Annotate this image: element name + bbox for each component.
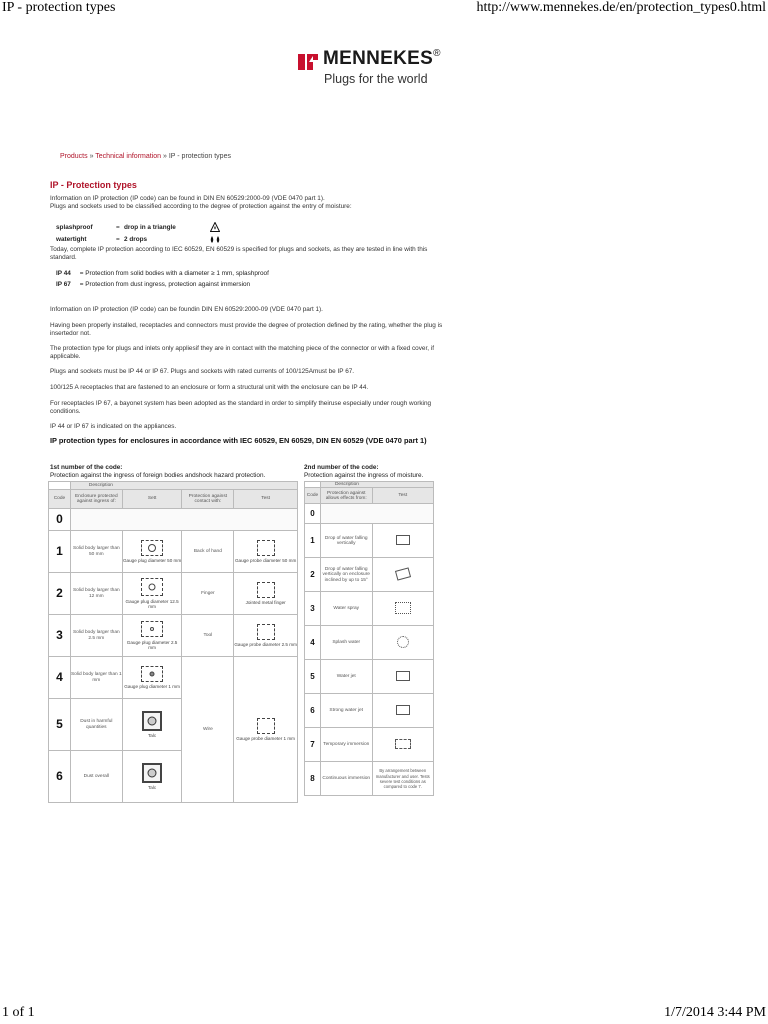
sett-gauge-2-5-icon: Gauge plug diameter 2.5 mm: [122, 615, 182, 657]
row-code: 4: [305, 626, 321, 660]
breadcrumb-separator: »: [87, 153, 96, 160]
row-code: 5: [49, 699, 71, 751]
table1-header-contact: Protection against contact with:: [182, 490, 234, 509]
ip44-line: IP 44 = Protection from solid bodies with a diameter ≥ 1 mm, splashproof: [56, 270, 269, 277]
page-count-footer: 1 of 1: [2, 1005, 35, 1020]
row-code: 1: [305, 524, 321, 558]
breadcrumb-technical-link[interactable]: Technical information: [95, 153, 162, 160]
paragraph-4: Plugs and sockets must be IP 44 or IP 67. Plugs and sockets with rated currents of 100/125Amust be IP 67.: [50, 368, 355, 375]
row-enclosure: Solid body larger than 12 mm: [70, 573, 122, 615]
row-test-note: By arrangement between manufacturer and user. Tests severe test conditions as compared to code 7.: [372, 762, 433, 796]
row-code: 2: [49, 573, 71, 615]
test-splash-icon: [372, 626, 433, 660]
sett-gauge-12-icon: Gauge plug diameter 12.5 mm: [122, 573, 182, 615]
table-row: [305, 694, 434, 728]
page-title-header: IP - protection types: [2, 0, 116, 15]
row-effect: Splash water: [320, 626, 372, 660]
sett-gauge-50-icon: Gauge plug diameter 50 mm: [122, 531, 182, 573]
row-code: 1: [49, 531, 71, 573]
table1-caption: 1st number of the code: Protection against the ingress of foreign bodies andshock hazard protection.: [50, 464, 266, 479]
table-row: [49, 531, 298, 573]
logo-name: MENNEKES®: [323, 48, 441, 69]
sett-talc-icon: Talc: [122, 751, 182, 803]
table-row: [305, 728, 434, 762]
table2-group-header: Description: [320, 482, 433, 488]
page-heading: IP - Protection types: [50, 180, 137, 190]
row-effect: Continuous immersion: [320, 762, 372, 796]
two-drops-icon: [209, 235, 221, 244]
breadcrumb-separator: »: [161, 153, 169, 160]
table2-header-effect: Protection against allows effects from:: [320, 488, 372, 504]
row-code: 3: [49, 615, 71, 657]
row-enclosure: Dust in harmful quantities: [70, 699, 122, 751]
row-effect: Water spray: [320, 592, 372, 626]
table-row: [305, 592, 434, 626]
table-row: [305, 626, 434, 660]
table-row: [305, 660, 434, 694]
paragraph-3: The protection type for plugs and inlets only appliesif they are in contact with the matching piece of the connector or with a fixed cover, if applicable.: [50, 345, 435, 361]
table-row: [305, 524, 434, 558]
logo-tagline: Plugs for the world: [324, 72, 428, 86]
section-heading: IP protection types for enclosures in accordance with IEC 60529, EN 60529, DIN EN 60529 (VDE 0470 part 1): [50, 436, 427, 445]
test-drip-inclined-icon: [372, 558, 433, 592]
table-row: [49, 615, 298, 657]
paragraph-5: 100/125 A receptacles that are fastened to an enclosure or form a structural unit with the enclosure can be IP 44.: [50, 384, 369, 391]
paragraph-6: For receptacles IP 67, a bayonet system has been adopted as the standard in order to simplify theiruse especially under rough working conditions.: [50, 400, 432, 416]
test-strong-jet-icon: [372, 694, 433, 728]
test-probe-50-icon: Gauge probe diameter 50 mm: [234, 531, 298, 573]
ip67-line: IP 67 = Protection from dust ingress, protection against immersion: [56, 281, 251, 288]
table-row: [305, 558, 434, 592]
breadcrumb: [60, 153, 231, 160]
row-contact: Tool: [182, 615, 234, 657]
row-enclosure: Dust overall: [70, 751, 122, 803]
drop-in-triangle-icon: [210, 222, 220, 232]
row-code: 6: [49, 751, 71, 803]
page-url-header: http://www.mennekes.de/en/protection_types0.html: [476, 0, 766, 15]
table1-header-test: Test: [234, 490, 298, 509]
row-code: 4: [49, 657, 71, 699]
table2-header-test: Test: [372, 488, 433, 504]
intro-paragraph: Information on IP protection (IP code) can be found in DIN EN 60529:2000-09 (VDE 0470 part 1). Plugs and sockets used to be classified according to the degree of protection against the entry of moisture:: [50, 195, 352, 211]
row-code: 0: [49, 509, 71, 531]
row-enclosure: Solid body larger than 1 mm: [70, 657, 122, 699]
mennekes-logo[interactable]: [298, 46, 458, 92]
row-effect: Water jet: [320, 660, 372, 694]
test-temporary-immersion-icon: [372, 728, 433, 762]
row-effect: Drop of water falling vertically on enclosure inclined by up to 15°: [320, 558, 372, 592]
table1-group-header: Description: [70, 482, 297, 490]
table-row: [305, 762, 434, 796]
breadcrumb-products-link[interactable]: Products: [60, 153, 88, 160]
row-contact: Wire: [182, 657, 234, 803]
today-paragraph: Today, complete IP protection according to IEC 60529, EN 60529 is specified for plugs and sockets, as they are tested in line with this standard.: [50, 246, 428, 262]
row-code: 6: [305, 694, 321, 728]
row-code: 5: [305, 660, 321, 694]
second-digit-table: [304, 481, 434, 796]
table-row: [49, 657, 298, 699]
table1-header-code: Code: [49, 490, 71, 509]
row-effect: Strong water jet: [320, 694, 372, 728]
first-digit-table: [48, 481, 298, 803]
table2-header-code: Code: [305, 488, 321, 504]
paragraph-2: Having been properly installed, receptacles and connectors must provide the degree of protection defined by the rating, whether the plug is insertedor not.: [50, 322, 443, 338]
test-spray-icon: [372, 592, 433, 626]
test-probe-2-5-icon: Gauge probe diameter 2.5 mm: [234, 615, 298, 657]
test-finger-icon: Jointed metal finger: [234, 573, 298, 615]
row-code: 7: [305, 728, 321, 762]
table-row: [49, 509, 298, 531]
row-enclosure: Solid body larger than 2.5 mm: [70, 615, 122, 657]
row-contact: Finger: [182, 573, 234, 615]
table-row: [305, 504, 434, 524]
timestamp-footer: 1/7/2014 3:44 PM: [664, 1005, 766, 1020]
test-water-jet-icon: [372, 660, 433, 694]
row-effect: Drop of water falling vertically: [320, 524, 372, 558]
test-drip-vertical-icon: [372, 524, 433, 558]
paragraph-7: IP 44 or IP 67 is indicated on the appliances.: [50, 423, 177, 430]
sett-talc-icon: Talc: [122, 699, 182, 751]
row-code: 8: [305, 762, 321, 796]
mennekes-logo-icon: [298, 52, 318, 72]
table1-header-sett: Sett: [122, 490, 182, 509]
row-contact: Back of hand: [182, 531, 234, 573]
table-row: [49, 573, 298, 615]
row-code: 0: [305, 504, 321, 524]
breadcrumb-current: IP - protection types: [168, 153, 231, 160]
paragraph-1: Information on IP protection (IP code) can be foundin DIN EN 60529:2000-09 (VDE 0470 part 1).: [50, 306, 323, 313]
row-code: 2: [305, 558, 321, 592]
row-effect: Temporary immersion: [320, 728, 372, 762]
table2-caption: 2nd number of the code: Protection against the ingress of moisture.: [304, 464, 424, 479]
row-code: 3: [305, 592, 321, 626]
row-enclosure: Solid body larger than 50 mm: [70, 531, 122, 573]
test-probe-1-icon: Gauge probe diameter 1 mm: [234, 657, 298, 803]
sett-gauge-1-icon: Gauge plug diameter 1 mm: [122, 657, 182, 699]
table1-header-enclosure: Enclosure protected against ingress of:: [70, 490, 122, 509]
